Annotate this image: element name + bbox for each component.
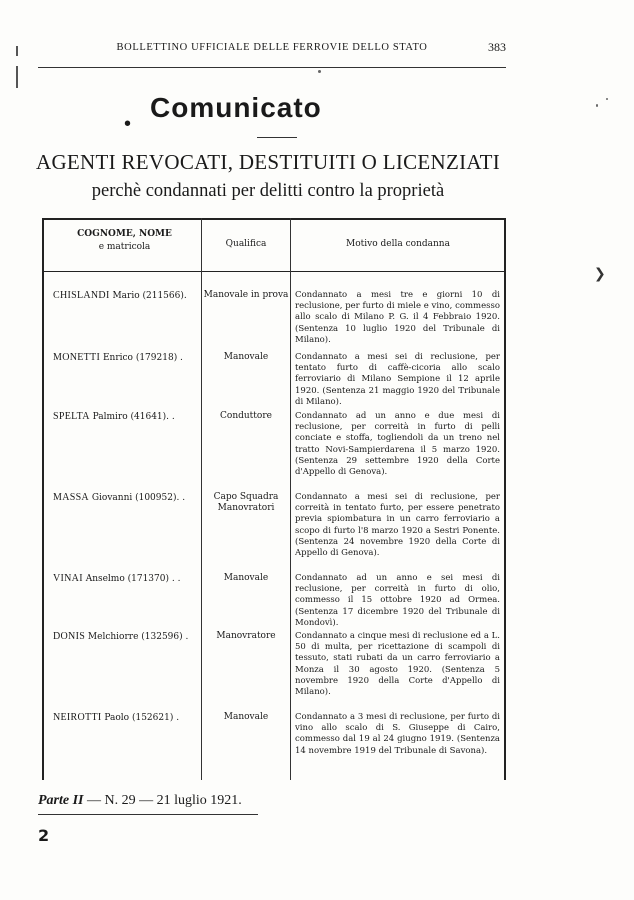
margin-mark-icon: ❯ (594, 266, 606, 282)
employee-qualification: Manovratore (216, 631, 276, 641)
table-top-rule (42, 218, 506, 220)
employee-surname: MASSA (53, 492, 89, 503)
employee-qualification: Manovale (223, 712, 269, 722)
conviction-reason: Condannato a mesi sei di reclusione, per tentato furto di caffè-cicoria allo scalo ferroviario di Milano Sempione il 12 aprile 1920. (Sentenza 21 maggio 1920 del Tribunale di Milano). (295, 352, 500, 407)
employee-surname: CHISLANDI (53, 290, 110, 301)
employee-name (53, 712, 203, 724)
employee-name (53, 290, 203, 302)
conviction-reason: Condannato ad un anno e due mesi di reclusione, per correità in furto di pelli conciate e stoffa, togliendoli da un treno nel tratto Novi-Sampierdarena il 5 marzo 1920. (Sentenza 29 settembre 1920 della Corte d'Appello di Genova). (295, 411, 500, 478)
employee-qualification: Manovale (223, 573, 269, 583)
employee-name (53, 573, 203, 585)
conviction-reason: Condannato a mesi tre e giorni 10 di reclusione, per furto di miele e vino, commesso allo scalo di Milano P. G. il 4 Febbraio 1920. (Sentenza 10 luglio 1920 del Tribunale di Milano). (295, 290, 500, 345)
page-number: 383 (488, 40, 506, 54)
section-subheading: perchè condannati per delitti contro la proprietà (91, 181, 445, 201)
title-bullet: • (124, 113, 132, 135)
conviction-reason: Condannato a mesi sei di reclusione, per correità in tentato furto, per essere penetrato previa spiombatura in un carro ferroviario a scopo di furto l'8 marzo 1920 a Sestri Ponente. (Sentenza 24 novembre 1920 della Corte di Appello di Genova). (295, 492, 500, 559)
table-right-rule (504, 218, 506, 780)
binding-marks (14, 40, 20, 120)
paper-speck (318, 70, 321, 73)
employee-details: Melchiorre (132596) . (85, 632, 189, 642)
employee-details: Mario (211566). (109, 291, 187, 301)
employee-name (53, 492, 203, 504)
issue-footer (38, 793, 338, 809)
running-head: BOLLETTINO UFFICIALE DELLE FERROVIE DELLO STATO (116, 42, 428, 53)
column-header-name-sub: e matricola (98, 242, 151, 252)
paper-speck (606, 98, 608, 100)
part-label: Parte II (38, 793, 84, 808)
employee-details: Giovanni (100952). . (88, 493, 186, 503)
paper-speck (596, 104, 598, 107)
employee-surname: DONIS (53, 631, 86, 642)
table-left-rule (42, 218, 44, 780)
employee-qualification: Manovale (223, 352, 269, 362)
convictions-table (42, 218, 506, 780)
conviction-reason: Condannato a cinque mesi di reclusione ed a L. 50 di multa, per ricettazione di scampoli di tessuto, stati rubati da un carro ferroviario a Monza il 30 agosto 1920. (Sentenza 5 novembre 1920 della Corte d'Appello di Milano). (295, 631, 500, 698)
employee-surname: VINAI (53, 573, 83, 584)
employee-qualification: Manovale in prova (203, 290, 289, 300)
title-rule (257, 137, 297, 138)
issue-info: — N. 29 — 21 luglio 1921. (83, 793, 242, 808)
section-heading: AGENTI REVOCATI, DESTITUITI O LICENZIATI (36, 150, 500, 174)
conviction-reason: Condannato a 3 mesi di reclusione, per furto di vino allo scalo di S. Giuseppe di Cairo, commesso dal 19 al 24 giugno 1919. (Sentenza 14 novembre 1919 del Tribunale di Savona). (295, 712, 500, 756)
column-header-reason: Motivo della condanna (346, 239, 450, 249)
column-header-name (52, 228, 197, 254)
employee-name (53, 631, 203, 643)
employee-qualification: Conduttore (220, 411, 272, 421)
employee-details: Anselmo (171370) . . (82, 574, 181, 584)
footer-rule (38, 814, 258, 815)
column-divider-2 (290, 218, 291, 780)
employee-details: Enrico (179218) . (100, 353, 183, 363)
employee-qualification: Capo Squadra Manovratori (213, 492, 279, 513)
employee-surname: SPELTA (53, 411, 90, 422)
column-header-qualification: Qualifica (225, 239, 267, 249)
table-header-rule (42, 271, 506, 272)
employee-details: Paolo (152621) . (101, 713, 180, 723)
signature-number: 2 (38, 826, 50, 845)
page-title: Comunicato (150, 92, 322, 123)
employee-name (53, 411, 203, 423)
conviction-reason: Condannato ad un anno e sei mesi di reclusione, per correità in furto di olio, commesso il 15 ottobre 1920 ad Ormea. (Sentenza 17 dicembre 1920 del Tribunale di Mondovì). (295, 573, 500, 628)
employee-surname: NEIROTTI (53, 712, 102, 723)
employee-details: Palmiro (41641). . (89, 412, 175, 422)
employee-surname: MONETTI (53, 352, 101, 363)
employee-name (53, 352, 203, 364)
header-rule (38, 67, 506, 68)
column-header-name-main: COGNOME, NOME (77, 229, 172, 239)
